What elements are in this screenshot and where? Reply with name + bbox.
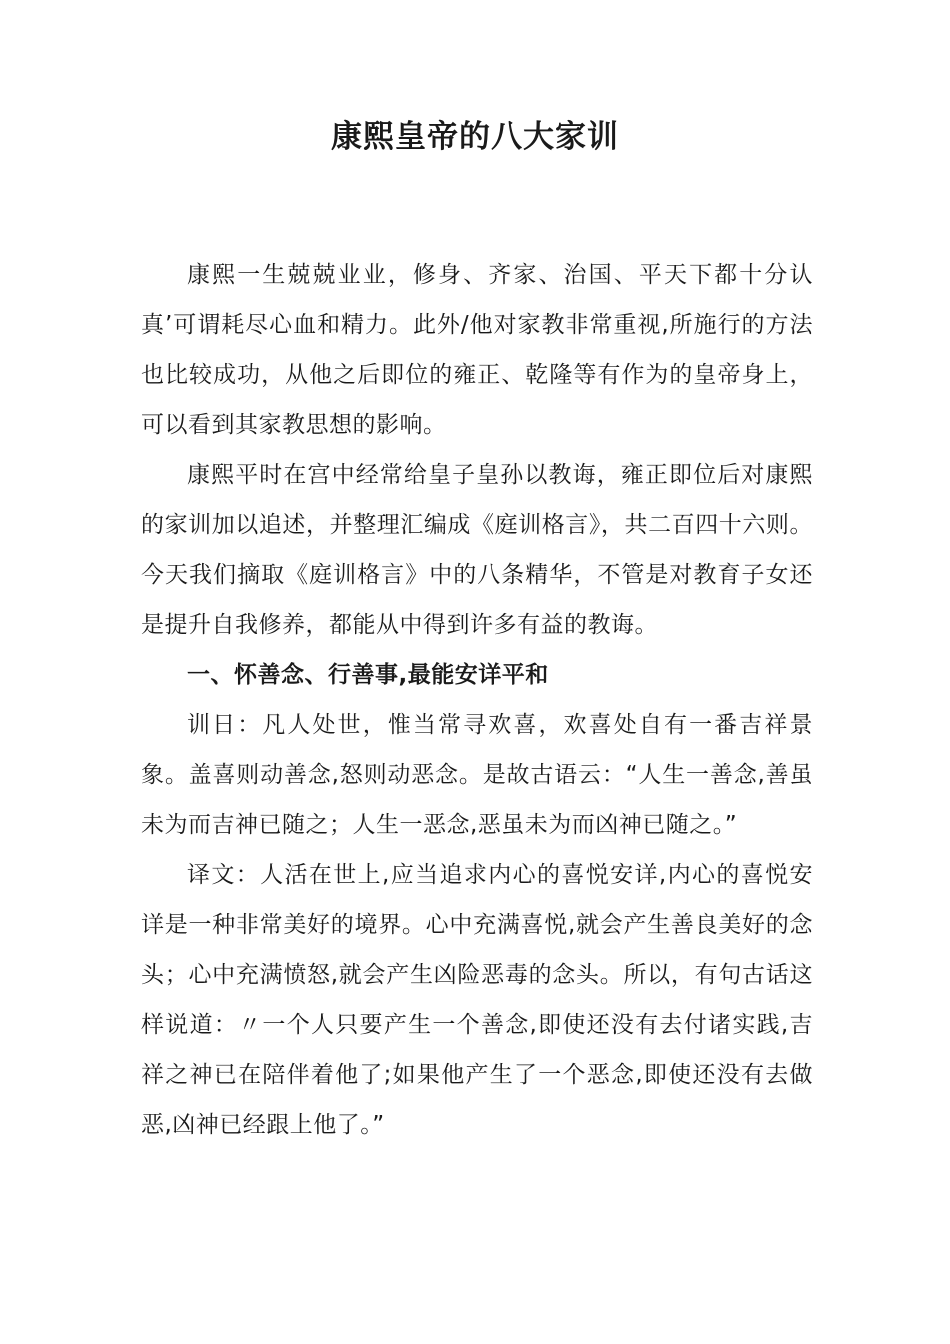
paragraph-translation: 译文：人活在世上,应当追求内心的喜悦安详,内心的喜悦安详是一种非常美好的境界。心中充满喜悦,就会产生善良美好的念头；心中充满愤怒,就会产生凶险恶毒的念头。所以，有句古话这样说道：〃一个人只要产生一个善念,即使还没有去付诸实践,吉祥之神已在陪伴着他了;如果他产生了一个恶念,即使还没有去做恶,凶神已经跟上他了。” (141, 862, 813, 1138)
paragraph-intro: 康熙一生兢兢业业，修身、齐家、治国、平天下都十分认真’可谓耗尽心血和精力。此外/他对家教非常重视,所施行的方法也比较成功，从他之后即位的雍正、乾隆等有作为的皇帝身上，可以看到其家教思想的影响。 (141, 262, 813, 438)
document-body (141, 250, 813, 1150)
paragraph-background: 康熙平时在宫中经常给皇子皇孙以教诲，雍正即位后对康熙的家训加以追述，并整理汇编成《庭训格言》，共二百四十六则。今天我们摘取《庭训格言》中的八条精华，不管是对教育子女还是提升自我修养，都能从中得到许多有益的教诲。 (141, 462, 813, 638)
section-heading-1: 一、怀善念、行善事,最能安详平和 (187, 662, 549, 688)
document-title: 康熙皇帝的八大家训 (331, 119, 619, 155)
paragraph-original-text: 训日：凡人处世，惟当常寻欢喜，欢喜处自有一番吉祥景象。盖喜则动善念,怒则动恶念。是故古语云：“人生一善念,善虽未为而吉神已随之；人生一恶念,恶虽未为而凶神已随之。” (141, 712, 813, 838)
